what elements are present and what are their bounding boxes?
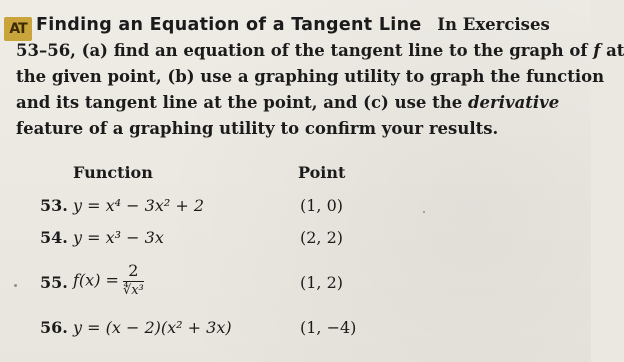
instructions-line-3: the given point, (b) use a graphing utility to graph the function xyxy=(16,67,605,86)
exercise-number: 54. xyxy=(40,228,68,247)
exercise-point: (1, −4) xyxy=(300,318,357,337)
function-lhs: f(x) = xyxy=(73,270,119,290)
instructions-line-2 xyxy=(16,38,624,64)
column-header-function: Function xyxy=(73,163,153,182)
exercise-point: (1, 0) xyxy=(300,196,344,215)
fraction-denominator: ∜x³ xyxy=(122,283,144,298)
instructions-line-4-text: and its tangent line at the point, and (c) use the xyxy=(16,93,463,112)
paper-speck xyxy=(14,284,17,287)
instructions-line-4 xyxy=(16,90,581,116)
exercise-point: (1, 2) xyxy=(300,273,344,292)
exercise-function: y = (x − 2)(x² + 3x) xyxy=(73,318,232,337)
function-f-symbol: f xyxy=(593,41,601,60)
instructions-line-2-text: 53–56, (a) find an equation of the tangent line to the graph of xyxy=(16,41,588,60)
column-header-point: Point xyxy=(298,163,346,182)
fraction xyxy=(123,262,144,300)
exercise-number: 56. xyxy=(40,318,68,337)
instructions-line-1 xyxy=(36,12,581,38)
exercise-instructions xyxy=(16,12,624,142)
exercise-function xyxy=(73,262,144,300)
instructions-line-1-rest: In Exercises xyxy=(437,15,550,34)
exercise-point: (2, 2) xyxy=(300,228,344,247)
derivative-word: derivative xyxy=(467,93,560,112)
exercise-function: y = x⁴ − 3x² + 2 xyxy=(73,196,205,215)
exercise-function: y = x³ − 3x xyxy=(73,228,164,247)
exercise-number: 55. xyxy=(40,273,68,292)
paper-speck xyxy=(423,211,425,213)
section-heading: Finding an Equation of a Tangent Line xyxy=(36,15,422,35)
exercise-number: 53. xyxy=(40,196,68,215)
fraction-numerator: 2 xyxy=(123,262,144,282)
instructions-line-2-end: at xyxy=(606,41,624,60)
badge-label: AT xyxy=(9,21,27,37)
instructions-line-5: feature of a graphing utility to confirm your results. xyxy=(16,119,499,138)
